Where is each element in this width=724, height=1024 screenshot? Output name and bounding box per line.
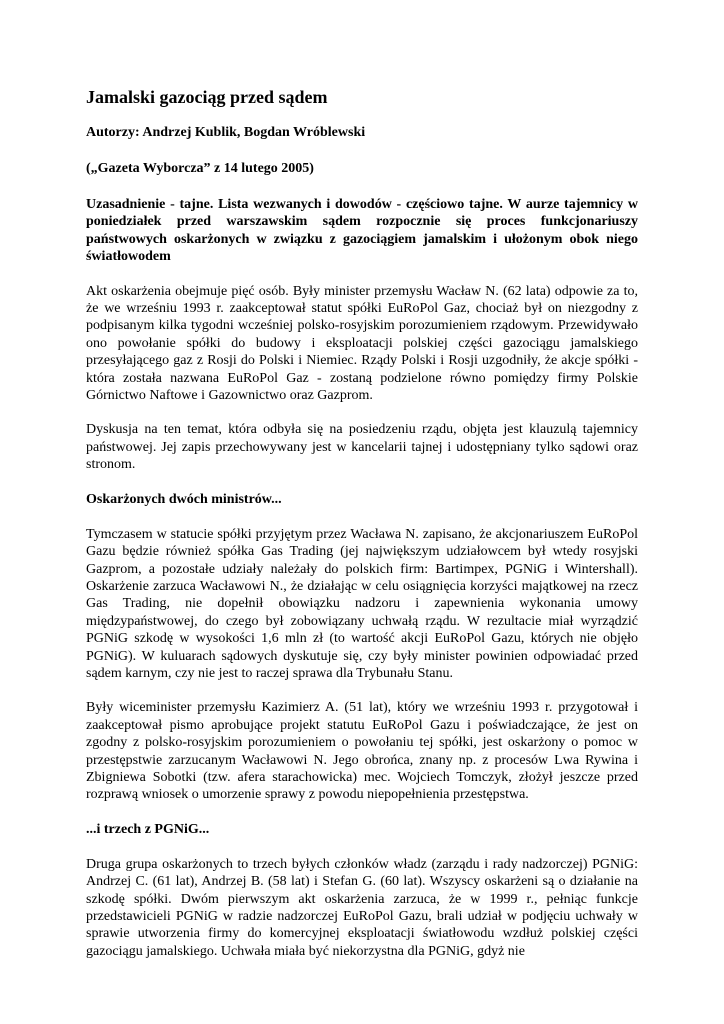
paragraph: Akt oskarżenia obejmuje pięć osób. Były minister przemysłu Wacław N. (62 lata) odpowie za to, że we wrześniu 1993 r. zaakceptował statut spółki EuRoPol Gaz, chociaż był on niezgodny z podpisanym kilka tygodni wcześniej polsko-rosyjskim porozumieniem rządowym. Przewidywało ono powołanie spółki do budowy i eksploatacji polskiej części gazociągu jamalskiego przesyłającego gaz z Rosji do Polski i Niemiec. Rządy Polski i Rosji uzgodniły, że akcje spółki - która została nazwana EuRoPol Gaz - zostaną podzielone równo pomiędzy firmy Polskie Górnictwo Naftowe i Gazownictwo oraz Gazprom.	[86, 283, 638, 404]
paragraph: Druga grupa oskarżonych to trzech byłych członków władz (zarządu i rady nadzorczej) PGNiG: Andrzej C. (61 lat), Andrzej B. (58 lat) i Stefan G. (60 lat). Wszyscy oskarżeni są o działanie na szkodę spółki. Dwóm pierwszym akt oskarżenia zarzuca, że w 1999 r., pełniąc funkcje przedstawicieli PGNiG w radzie nadzorczej EuRoPol Gazu, brali udział w podjęciu uchwały w sprawie utworzenia firmy do komercyjnej eksploatacji światłowodu wzdłuż polskiej części gazociągu jamalskiego. Uchwała miała być niekorzystna dla PGNiG, gdyż nie	[86, 856, 638, 959]
source-line: („Gazeta Wyborcza” z 14 lutego 2005)	[86, 161, 314, 176]
authors-line: Autorzy: Andrzej Kublik, Bogdan Wróblewski	[86, 125, 366, 140]
paragraph: Tymczasem w statucie spółki przyjętym przez Wacława N. zapisano, że akcjonariuszem EuRoPol Gazu będzie również spółka Gas Trading (jej największym udziałowcem był wtedy rosyjski Gazprom, a pozostałe udziały należały do polskich firm: Bartimpex, PGNiG i Wintershall). Oskarżenie zarzuca Wacławowi N., że działając w celu osiągnięcia korzyści majątkowej na rzecz Gas Trading, nie dopełnił obowiązku nadzoru i zapewnienia wykonania umowy międzypaństwowej, do czego był zobowiązany uchwałą rządu. W rezultacie miał wyrządzić PGNiG szkodę w wysokości 1,6 mln zł (to wartość akcji EuRoPol Gazu, których nie objęło PGNiG). W kuluarach sądowych dyskutuje się, czy były minister powinien odpowiadać przed sądem karnym, czy nie jest to raczej sprawa dla Trybunału Stanu.	[86, 526, 638, 681]
lead-paragraph: Uzasadnienie - tajne. Lista wezwanych i dowodów - częściowo tajne. W aurze tajemnicy w poniedziałek przed warszawskim sądem rozpocznie się proces funkcjonariuszy państwowych oskarżonych w związku z gazociągiem jamalskim i ułożonym obok niego światłowodem	[86, 197, 638, 265]
paragraph: Dyskusja na ten temat, która odbyła się na posiedzeniu rządu, objęta jest klauzulą tajemnicy państwowej. Jej zapis przechowywany jest w kancelarii tajnej i udostępniany tylko sądowi oraz stronom.	[86, 422, 638, 473]
paragraph: Były wiceminister przemysłu Kazimierz A. (51 lat), który we wrześniu 1993 r. przygotował i zaakceptował pismo aprobujące projekt statutu EuRoPol Gazu i poświadczające, że jest on zgodny z polsko-rosyjskim porozumieniem o powołaniu tej spółki, jest oskarżony o pomoc w przestępstwie zarzucanym Wacławowi N. Jego obrońca, znany np. z procesów Lwa Rywina i Zbigniewa Sobotki (tzw. afera starachowicka) mec. Wojciech Tomczyk, złożył jeszcze przed rozprawą wniosek o umorzenie sprawy z powodu niepopełnienia przestępstwa.	[86, 700, 638, 803]
section-heading: ...i trzech z PGNiG...	[86, 821, 210, 837]
section-heading: Oskarżonych dwóch ministrów...	[86, 491, 282, 507]
article-title: Jamalski gazociąg przed sądem	[86, 87, 328, 107]
